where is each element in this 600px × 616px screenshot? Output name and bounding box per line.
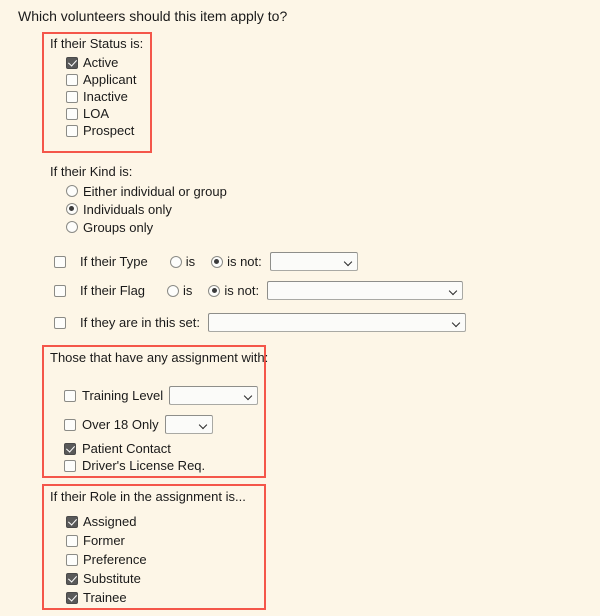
- type-condition-row: [54, 252, 358, 271]
- checkbox-trainee[interactable]: [66, 592, 78, 604]
- checkbox-label-preference: Preference: [83, 552, 147, 567]
- radio-type-is-not[interactable]: [211, 256, 223, 268]
- dropdown-over-18-only[interactable]: [165, 415, 213, 434]
- radio-individuals-only[interactable]: [66, 203, 78, 215]
- checkbox-label-substitute: Substitute: [83, 571, 141, 586]
- checkbox-row-trainee[interactable]: [66, 588, 246, 607]
- label-flag-is: is: [183, 283, 193, 298]
- checkbox-row-loa[interactable]: [66, 105, 143, 122]
- radio-type-is[interactable]: [170, 256, 182, 268]
- label-over-18-only: Over 18 Only: [82, 417, 159, 432]
- checkbox-prospect[interactable]: [66, 125, 78, 137]
- checkbox-row-applicant[interactable]: [66, 71, 143, 88]
- radio-row-groups[interactable]: [66, 218, 227, 236]
- label-if-in-this-set: If they are in this set:: [80, 315, 200, 330]
- checkbox-label-loa: LOA: [83, 106, 110, 121]
- checkbox-drivers-license-req[interactable]: [64, 460, 76, 472]
- dropdown-training-level[interactable]: [169, 386, 258, 405]
- dropdown-flag[interactable]: [267, 281, 463, 300]
- checkbox-row-prospect[interactable]: [66, 122, 143, 139]
- role-group-label: If their Role in the assignment is...: [50, 489, 246, 504]
- checkbox-row-active[interactable]: [66, 54, 143, 71]
- checkbox-if-their-flag[interactable]: [54, 285, 66, 297]
- kind-group: [50, 164, 227, 236]
- label-training-level: Training Level: [82, 388, 164, 403]
- label-type-is-not: is not:: [227, 254, 262, 269]
- dropdown-type[interactable]: [270, 252, 358, 271]
- checkbox-substitute[interactable]: [66, 573, 78, 585]
- checkbox-over-18-only[interactable]: [64, 419, 76, 431]
- radio-row-either[interactable]: [66, 182, 227, 200]
- checkbox-label-active: Active: [83, 55, 119, 70]
- checkbox-applicant[interactable]: [66, 74, 78, 86]
- checkbox-preference[interactable]: [66, 554, 78, 566]
- checkbox-if-in-this-set[interactable]: [54, 317, 66, 329]
- checkbox-label-prospect: Prospect: [83, 123, 135, 138]
- checkbox-label-inactive: Inactive: [83, 89, 128, 104]
- status-group-label: If their Status is:: [50, 36, 144, 51]
- checkbox-if-their-type[interactable]: [54, 256, 66, 268]
- checkbox-training-level[interactable]: [64, 390, 76, 402]
- checkbox-label-applicant: Applicant: [83, 72, 137, 87]
- checkbox-label-former: Former: [83, 533, 125, 548]
- radio-label-groups: Groups only: [83, 219, 154, 235]
- role-group: [50, 489, 246, 607]
- checkbox-label-trainee: Trainee: [83, 590, 127, 605]
- checkbox-row-assigned[interactable]: [66, 512, 246, 531]
- checkbox-assigned[interactable]: [66, 516, 78, 528]
- over-18-row: [64, 415, 213, 434]
- patient-contact-row[interactable]: [64, 441, 177, 456]
- label-if-their-type: If their Type: [80, 254, 148, 269]
- checkbox-row-preference[interactable]: [66, 550, 246, 569]
- drivers-license-row[interactable]: [64, 458, 211, 473]
- label-type-is: is: [185, 254, 196, 269]
- dropdown-set[interactable]: [208, 313, 466, 332]
- checkbox-active[interactable]: [66, 57, 78, 69]
- page-title: Which volunteers should this item apply to?: [18, 8, 288, 24]
- checkbox-patient-contact[interactable]: [64, 443, 76, 455]
- assignment-group: [50, 350, 268, 368]
- checkbox-row-substitute[interactable]: [66, 569, 246, 588]
- training-level-row: [64, 386, 258, 405]
- radio-label-individuals: Individuals only: [83, 201, 172, 217]
- checkbox-loa[interactable]: [66, 108, 78, 120]
- label-if-their-flag: If their Flag: [80, 283, 146, 298]
- assignment-group-label: Those that have any assignment with:: [50, 350, 269, 365]
- radio-either-individual-or-group[interactable]: [66, 185, 78, 197]
- label-patient-contact: Patient Contact: [82, 441, 171, 456]
- radio-groups-only[interactable]: [66, 221, 78, 233]
- flag-condition-row: [54, 281, 463, 300]
- radio-flag-is-not[interactable]: [208, 285, 220, 297]
- checkbox-former[interactable]: [66, 535, 78, 547]
- checkbox-row-former[interactable]: [66, 531, 246, 550]
- set-condition-row: [54, 313, 466, 332]
- label-drivers-license-req: Driver's License Req.: [82, 458, 206, 473]
- label-flag-is-not: is not:: [224, 283, 260, 298]
- kind-group-label: If their Kind is:: [50, 164, 133, 179]
- checkbox-inactive[interactable]: [66, 91, 78, 103]
- checkbox-label-assigned: Assigned: [83, 514, 137, 529]
- radio-row-individuals[interactable]: [66, 200, 227, 218]
- radio-flag-is[interactable]: [167, 285, 179, 297]
- status-group: [50, 36, 143, 139]
- checkbox-row-inactive[interactable]: [66, 88, 143, 105]
- radio-label-either: Either individual or group: [83, 183, 227, 199]
